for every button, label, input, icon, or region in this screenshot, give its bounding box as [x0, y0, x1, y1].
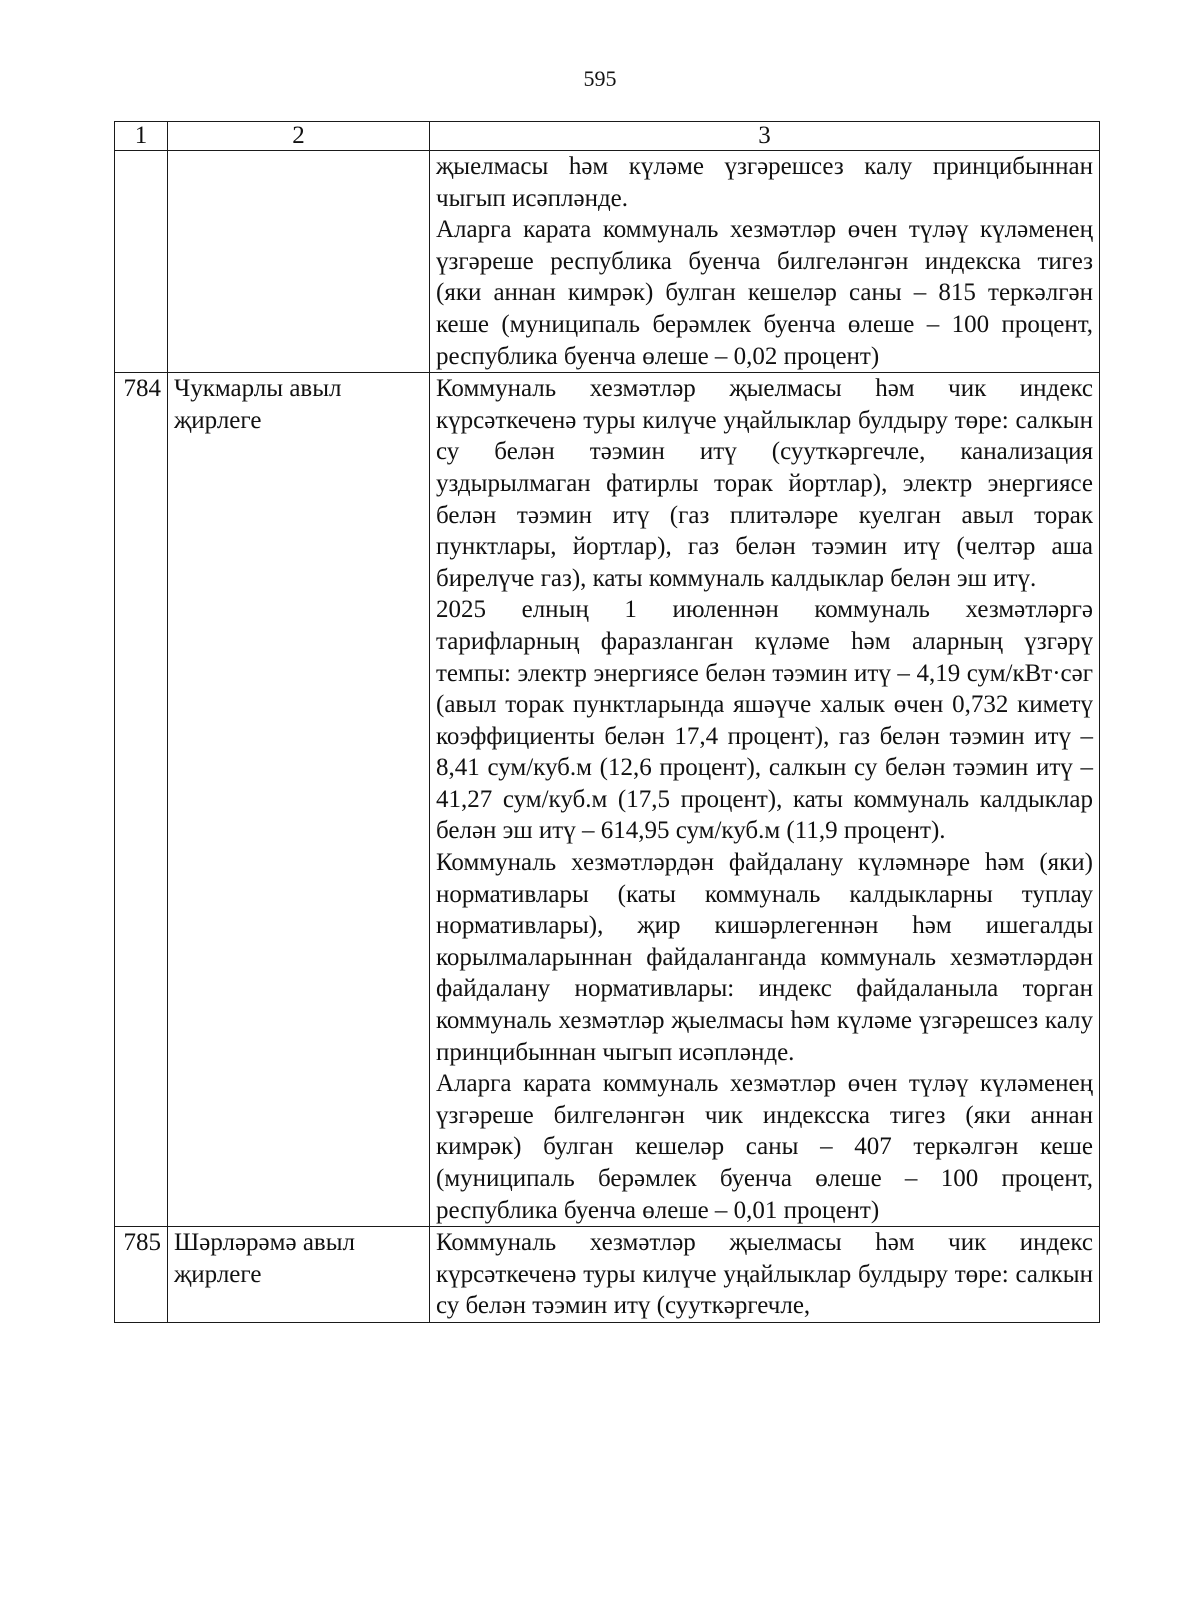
column-header-2: 2 — [168, 122, 430, 151]
settlement-name: Чукмарлы авыл җирлеге — [168, 373, 430, 1227]
description-cell — [430, 1227, 1100, 1323]
column-header-1: 1 — [115, 122, 168, 151]
description-paragraph: җыелмасы һәм күләме үзгәрешсез калу принцибыннан чыгып исәпләнде. — [436, 153, 1093, 212]
description-paragraph: 2025 елның 1 июленнән коммуналь хезмәтләргә тарифларның фаразланган күләме һәм аларның үзгәрү темпы: электр энергиясе белән тәэмин итү – 4,19 сум/кВт·сәг (авыл торак пунктларында яшәүче халык өчен 0,732 киметү коэффициенты белән 17,4 процент), газ белән тәэмин итү – 8,41 сум/куб.м (12,6 процент), салкын су белән тәэмин итү – 41,27 сум/куб.м (17,5 процент), каты коммуналь калдыклар белән эш итү – 614,95 сум/куб.м (11,9 процент). — [436, 596, 1093, 845]
description-paragraph: Аларга карата коммуналь хезмәтләр өчен түләү күләменең үзгәреше республика буенча билгеләнгән индекска тигез (яки аннан кимрәк) булган кешеләр саны – 815 теркәлгән кеше (муниципаль берәмлек буенча өлеше – 100 процент, республика буенча өлеше – 0,02 процент) — [436, 216, 1093, 370]
description-paragraph: Коммуналь хезмәтләрдән файдалану күләмнәре һәм (яки) нормативлары (каты коммуналь калдыкларны туплау нормативлары), җир кишәрлегеннән һәм ишегалды корылмаларыннан файдаланганда коммуналь хезмәтләрдән файдалану нормативлары: индекс файдаланыла торган коммуналь хезмәтләр җыелмасы һәм күләме үзгәрешсез калу принцибыннан чыгып исәпләнде. — [436, 849, 1093, 1066]
description-paragraph: Коммуналь хезмәтләр җыелмасы һәм чик индекс күрсәткеченә туры килүче уңайлыклар булдыру төре: салкын су белән тәэмин итү (сууткәргечле, канализация уздырылмаган фатирлы торак йортлар), электр энергиясе белән тәэмин итү (газ плитәләре куелган авыл торак пунктлары, йортлар), газ белән тәэмин итү (челтәр аша бирелүче газ), каты коммуналь калдыклар белән эш итү. — [436, 375, 1093, 592]
row-number: 784 — [115, 373, 168, 1227]
description-cell — [430, 151, 1100, 373]
table-row — [115, 1227, 1100, 1323]
table-row — [115, 151, 1100, 373]
description-paragraph: Коммуналь хезмәтләр җыелмасы һәм чик индекс күрсәткеченә туры килүче уңайлыклар булдыру төре: салкын су белән тәэмин итү (сууткәргечле, — [436, 1229, 1093, 1320]
row-number: 785 — [115, 1227, 168, 1323]
table-row — [115, 373, 1100, 1227]
table-header-row — [115, 122, 1100, 151]
settlement-name — [168, 151, 430, 373]
row-number — [115, 151, 168, 373]
document-table — [114, 121, 1100, 1323]
settlement-name: Шәрләрәмә авыл җирлеге — [168, 1227, 430, 1323]
description-paragraph: Аларга карата коммуналь хезмәтләр өчен түләү күләменең үзгәреше билгеләнгән чик индексска тигез (яки аннан кимрәк) булган кешеләр саны – 407 теркәлгән кеше (муниципаль берәмлек буенча өлеше – 100 процент, республика буенча өлеше – 0,01 процент) — [436, 1070, 1093, 1224]
description-cell — [430, 373, 1100, 1227]
page-number: 595 — [583, 66, 617, 91]
column-header-3: 3 — [430, 122, 1100, 151]
